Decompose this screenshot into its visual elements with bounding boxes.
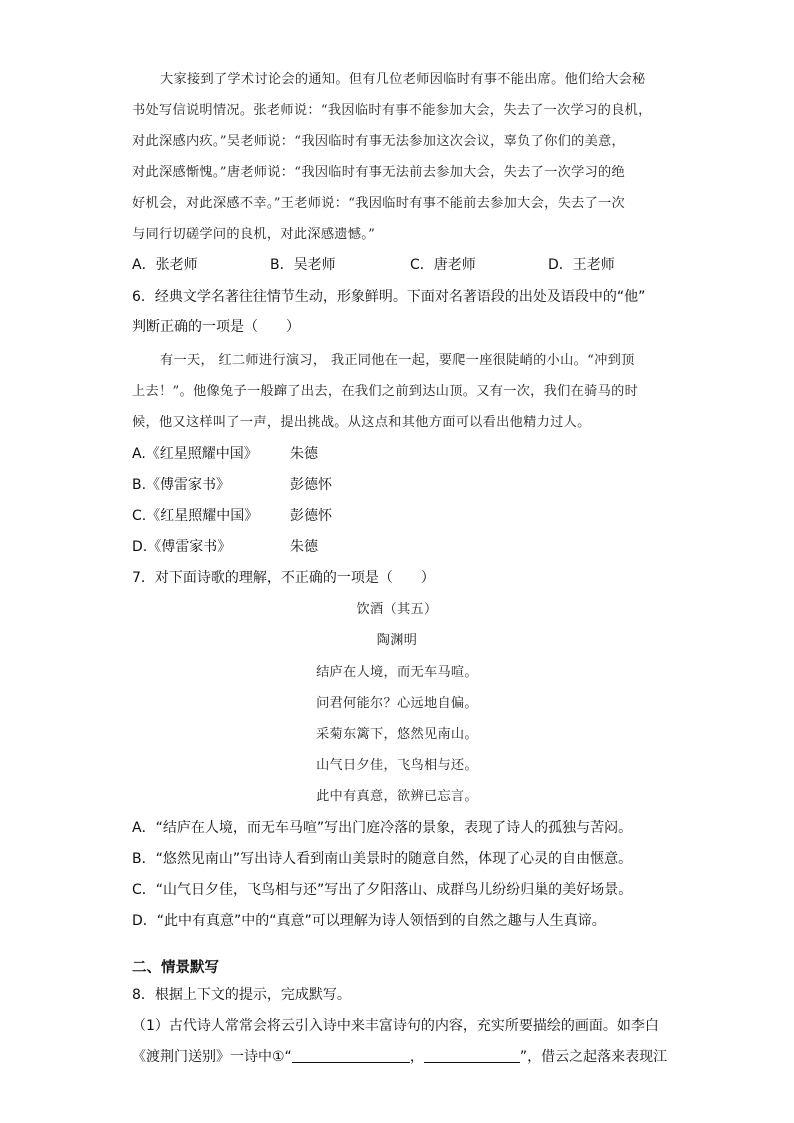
poem-author: 陶渊明 [376, 633, 418, 648]
q8-1-line: （1）古代诗人常常会将云引入诗中来丰富诗句的内容，充实所要描绘的画面。如李白 [132, 1018, 659, 1034]
poem-line: 此中有真意，欲辨已忘言。 [316, 789, 478, 804]
q6-option-b-book[interactable]: B.《傅雷家书》 [132, 477, 231, 493]
q6-option-a-book[interactable]: A.《红星照耀中国》 [132, 446, 258, 462]
q5-passage-line: 大家接到了学术讨论会的通知。但有几位老师因临时有事不能出席。他们给大会秘 [160, 72, 646, 87]
poem-title: 饮酒（其五） [356, 602, 438, 617]
q8-1-suffix: ”，借云之起落来表现江 [519, 1049, 668, 1065]
q7-option-c[interactable]: C．“山气日夕佳，飞鸟相与还”写出了夕阳落山、成群鸟儿纷纷归巢的美好场景。 [132, 882, 633, 898]
q6-passage-line: 有一天， 红二师进行演习， 我正同他在一起，要爬一座很陡峭的小山。“冲到顶 [160, 353, 635, 368]
q5-passage-line: 对此深感惭愧。”唐老师说：“我因临时有事无法前去参加大会，失去了一次学习的绝 [132, 165, 626, 180]
q8-1-comma: ， [409, 1049, 424, 1065]
q8-stem: 8．根据上下文的提示，完成默写。 [132, 987, 351, 1003]
q6-option-b-person: 彭德怀 [290, 477, 332, 493]
q8-1-fill-line [132, 1046, 667, 1066]
q5-option-d[interactable]: D．王老师 [548, 257, 615, 273]
q8-1-prefix: 《渡荆门送别》一诗中①“ [132, 1049, 292, 1065]
q5-option-c[interactable]: C．唐老师 [410, 257, 476, 273]
q5-passage-line: 好机会，对此深感不幸。”王老师说：“我因临时有事不能前去参加大会，失去了一次 [132, 196, 626, 211]
q6-stem: 判断正确的一项是（ ） [132, 319, 300, 335]
poem-line: 问君何能尔？心远地自偏。 [316, 696, 478, 711]
q6-option-d-person: 朱德 [290, 539, 318, 555]
q5-option-b[interactable]: B．吴老师 [270, 257, 336, 273]
q6-passage-line: 上去！”。他像兔子一般蹿了出去，在我们之前到达山顶。又有一次，我们在骑马的时 [132, 384, 639, 399]
q6-option-a-person: 朱德 [290, 446, 318, 462]
section-heading: 二、情景默写 [132, 960, 219, 976]
q7-option-d[interactable]: D．“此中有真意”中的“真意”可以理解为诗人领悟到的自然之趣与人生真谛。 [132, 913, 606, 929]
q6-stem: 6．经典文学名著往往情节生动，形象鲜明。下面对名著语段的出处及语段中的“他” [132, 289, 646, 305]
answer-blank-2[interactable] [424, 1048, 520, 1063]
poem-line: 采菊东篱下，悠然见南山。 [316, 727, 478, 742]
q7-option-b[interactable]: B．“悠然见南山”写出诗人看到南山美景时的随意自然，体现了心灵的自由惬意。 [132, 851, 633, 867]
q5-passage-line: 书处写信说明情况。张老师说：“我因临时有事不能参加大会，失去了一次学习的良机， [132, 103, 652, 118]
answer-blank-1[interactable] [292, 1048, 410, 1063]
q7-stem: 7．对下面诗歌的理解，不正确的一项是（ ） [132, 570, 435, 586]
poem-line: 结庐在人境，而无车马喧。 [316, 665, 478, 680]
q5-passage-line: 对此深感内疚。”吴老师说：“我因临时有事无法参加这次会议，辜负了你们的美意， [132, 134, 626, 149]
q6-option-c-person: 彭德怀 [290, 508, 332, 524]
q6-option-d-book[interactable]: D.《傅雷家书》 [132, 539, 232, 555]
q7-option-a[interactable]: A．“结庐在人境，而无车马喧”写出门庭冷落的景象，表现了诗人的孤独与苦闷。 [132, 820, 633, 836]
q6-passage-line: 候，他又这样叫了一声，提出挑战。从这点和其他方面可以看出他精力过人。 [132, 415, 591, 430]
poem-line: 山气日夕佳，飞鸟相与还。 [316, 758, 478, 773]
q5-passage-line: 与同行切磋学问的良机，对此深感遗憾。” [132, 227, 376, 242]
q5-option-a[interactable]: A．张老师 [132, 257, 198, 273]
q6-option-c-book[interactable]: C.《红星照耀中国》 [132, 508, 259, 524]
